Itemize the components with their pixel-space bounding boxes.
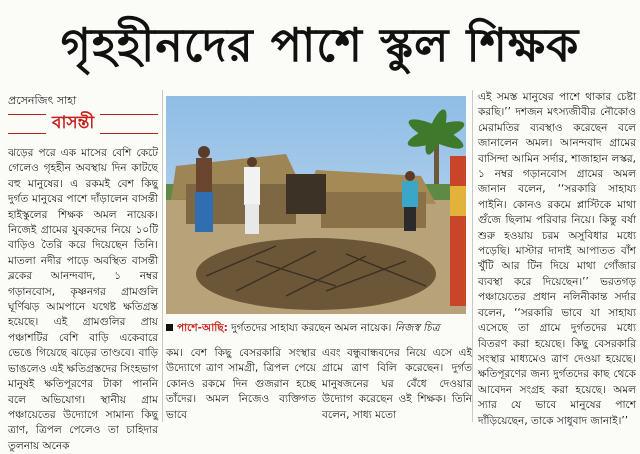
column-divider-right [472, 90, 473, 422]
article-text-bottom-1: কম। বেশ কিছু বেসরকারি সংস্থার উদ্যোগে ত্রাণ সামগ্রী, ত্রিপল পেয়ে কোনও রকমে দিন গুজরান হচ্ছে তাঁদের। অমল নিজেও ব্যক্তিগত ভাবে [166, 347, 316, 421]
headline: গৃহহীনদের পাশে স্কুল শিক্ষক [60, 18, 580, 72]
news-photo [166, 96, 466, 314]
article-text-right: এই সমস্ত মানুষের পাশে থাকার চেষ্টা করছি।’’ দশজন মৎস্যজীবীর নৌকোও মেরামতির ব্যবস্থাও করেছেন বলে জানালেন অমল। আনন্দবাদ গ্রামের বাসিন্দা আমিন সর্দার, শাজাহান লস্কর, ১ নম্বর গড়ানবোস গ্রামের অমল জানান বলেন, ‘‘সরকারি সাহায্য পাইনি। কোনও রকমে প্লাস্টিকে মাথা গুঁজে ছিলাম পরিবার নিয়ে। কিন্তু বর্ষা শুরু হওয়ায় চরম অসুবিধার মধ্যে পড়েছি। মাস্টার দাদাই আপাতত বাঁশ খুঁটি আর টিন দিয়ে মাথা গোঁজার ব্যবস্থা করে দিয়েছেন।’’ ভরতগড় পঞ্চায়েতের প্রধান নলিনীকান্ত সর্দার বলেন, ‘‘সরকারি ভাবে যা সাহায্য এসেছে তা গ্রামে দুর্গতদের মধ্যে বিতরণ করা হয়েছে। কিছু বেসরকারি সংস্থার মাধ্যমেও ত্রাণ দেওয়া হয়েছে। ক্ষতিপূরণের জন্য দুর্গতদের কাছ থেকে আবেদন সংগ্রহ করা হয়েছে। অমল স্যার যে ভাবে মানুষের পাশে দাঁড়িয়েছেন, তাকে সাধুবাদ জানাই।’’ [478, 91, 636, 427]
article-text-left: ঝড়ের পরে এক মাসের বেশি কেটে গেলেও গৃহহীন অবস্থায় দিন কাটছে বহু মানুষের। এ রকমই বেশ কিছু দুর্গত মানুষের পাশে দাঁড়ালেন বাসন্তী হাইস্কুলের শিক্ষক অমল নায়েক। নিজেই গ্রামের যুবকদের নিয়ে ১০টি বাড়িও তৈরি করে দিয়েছেন তিনি। মাতলা নদীর পাড়ে অবস্থিত বাসন্তী ব্লকের আনন্দবাদ, ১ নম্বর গড়ানবোস, কৃষ্ণনগর গ্রামগুলি ঘূর্ণিঝড় আমপানে যথেষ্ট ক্ষতিগ্রস্ত হয়েছে। এই গ্রামগুলির প্রায় পঞ্চাশটির বেশি বাড়ি একেবারে ভেঙে গিয়েছে ঝড়ের তাণ্ডবে। বাড়ি ভাঙলেও এই ক্ষতিগ্রস্তদের সিংহভাগ মানুষই ক্ষতিপূরণের টাকা পাননি বলে অভিযোগ। স্থানীয় গ্রাম পঞ্চায়েতের উদ্যোগে সামান্য কিছু ত্রাণ, ত্রিপল পেলেও তা চাহিদার তুলনায় অনেক [8, 147, 158, 452]
photo-illustration [166, 96, 466, 314]
article-column-right [478, 90, 636, 427]
person-left [195, 146, 213, 232]
article-column-bottom-2 [322, 346, 472, 422]
caption-credit: নিজস্ব চিত্র [391, 322, 440, 334]
photo-caption [166, 318, 468, 338]
dateline-label: বাসন্তী [46, 110, 100, 136]
caption-lead: পাশে-আছি: [177, 322, 228, 334]
person-white [244, 157, 260, 234]
caption-bullet [166, 324, 173, 331]
dateline [8, 108, 158, 138]
byline: প্রসেনজিৎ সাহা [8, 94, 77, 107]
article-text-bottom-2: এবং বন্ধুবান্ধবদের নিয়ে এসে এই গ্রামে ত্রাণ বিলি করেছেন। দুর্গত মানুষজনের ঘর বেঁধে দেওয়ার উদ্যোগ করেছেন ওই শিক্ষক। তিনি বলেন, সাধ্য মতো [322, 347, 472, 421]
article-column-left [8, 146, 158, 452]
column-divider [162, 90, 163, 422]
caption-text: দুর্গতদের সাহায্য করছেন অমল নায়েক। [227, 322, 392, 334]
article-column-bottom-1 [166, 346, 316, 422]
